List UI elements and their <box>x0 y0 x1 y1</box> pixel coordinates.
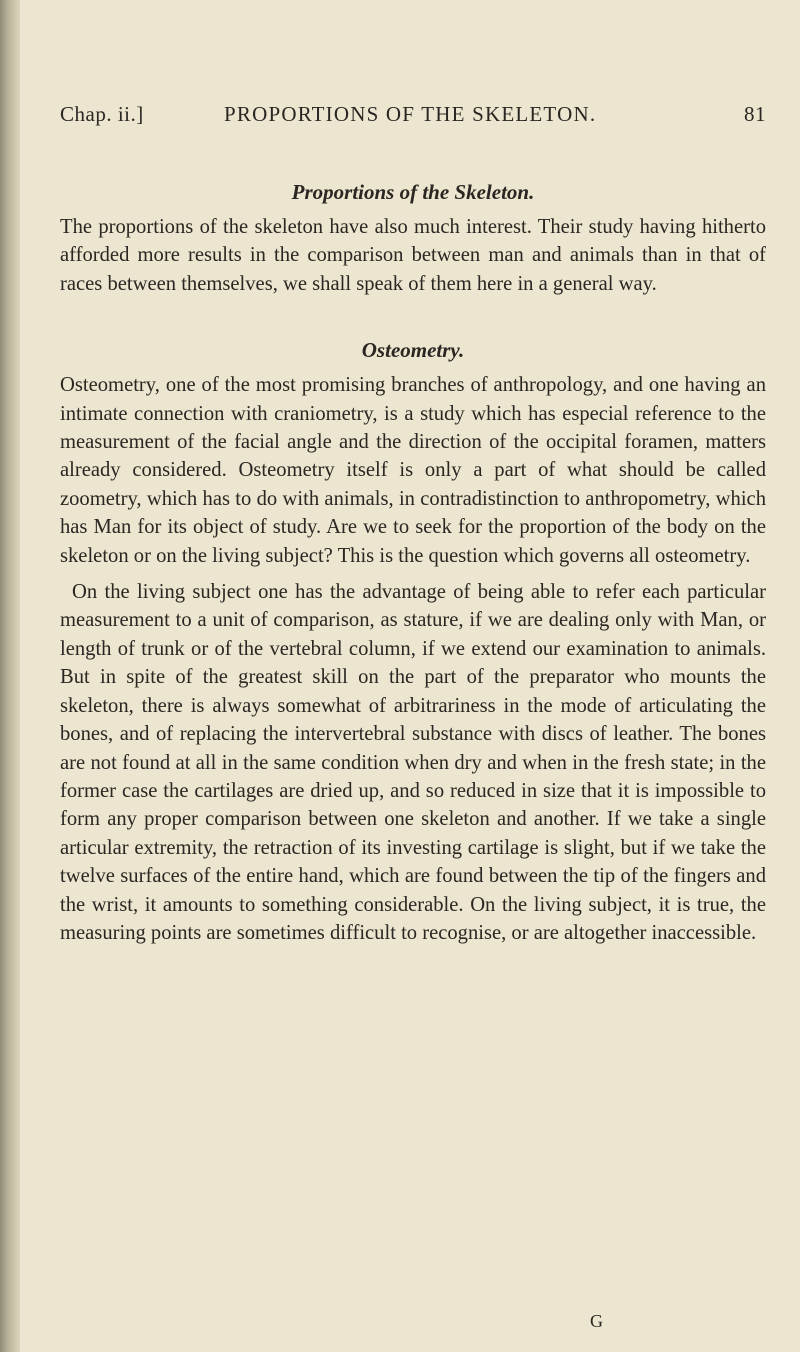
binding-edge <box>0 0 20 1352</box>
running-title: PROPORTIONS OF THE SKELETON. <box>224 102 597 126</box>
paragraph-living-subject: On the living subject one has the advantage of being able to refer each particular measurement to a unit of comparison, as stature, if we are dealing only with Man, or length of trunk or of the vertebral column, if we extend our examination to animals. But in spite of the greatest skill on the part of the preparator who mounts the skeleton, there is always somewhat of arbitrariness in the mode of articulating the bones, and of replacing the intervertebral substance with discs of leather. The bones are not found at all in the same condition when dry and when in the fresh state; in the former case the cartilages are dried up, and so reduced in size that it is impossible to form any proper comparison between one skeleton and another. If we take a single articular extremity, the retraction of its investing cartilage is slight, but if we take the twelve surfaces of the entire hand, which are found between the tip of the fingers and the wrist, it amounts to something considerable. On the living subject, it is true, the measuring points are sometimes difficult to recognise, or are altogether inaccessible. <box>60 581 766 944</box>
page-number: 81 <box>744 102 766 126</box>
section-title-proportions: Proportions of the Skeleton. <box>291 180 535 204</box>
section-title-osteometry: Osteometry. <box>361 338 465 363</box>
book-page <box>60 102 766 947</box>
paragraph-proportions: The proportions of the skeleton have also much interest. Their study having hitherto afforded more results in the comparison between man and animals than in that of races between themselves, we shall speak of them here in a general way. <box>60 216 766 295</box>
chapter-label: Chap. ii.] <box>60 102 144 126</box>
running-head <box>60 102 766 134</box>
paragraph-osteometry-intro: Osteometry, one of the most promising branches of anthropology, and one having an intimate connection with craniometry, is a study which has especial reference to the measurement of the facial angle and the direction of the occipital foramen, matters already considered. Osteometry itself is only a part of what should be called zoometry, which has to do with animals, in contradistinction to anthropometry, which has Man for its object of study. Are we to seek for the proportion of the body on the skeleton or on the living subject? This is the question which governs all osteometry. <box>60 374 766 567</box>
signature-mark: G <box>590 1311 603 1331</box>
